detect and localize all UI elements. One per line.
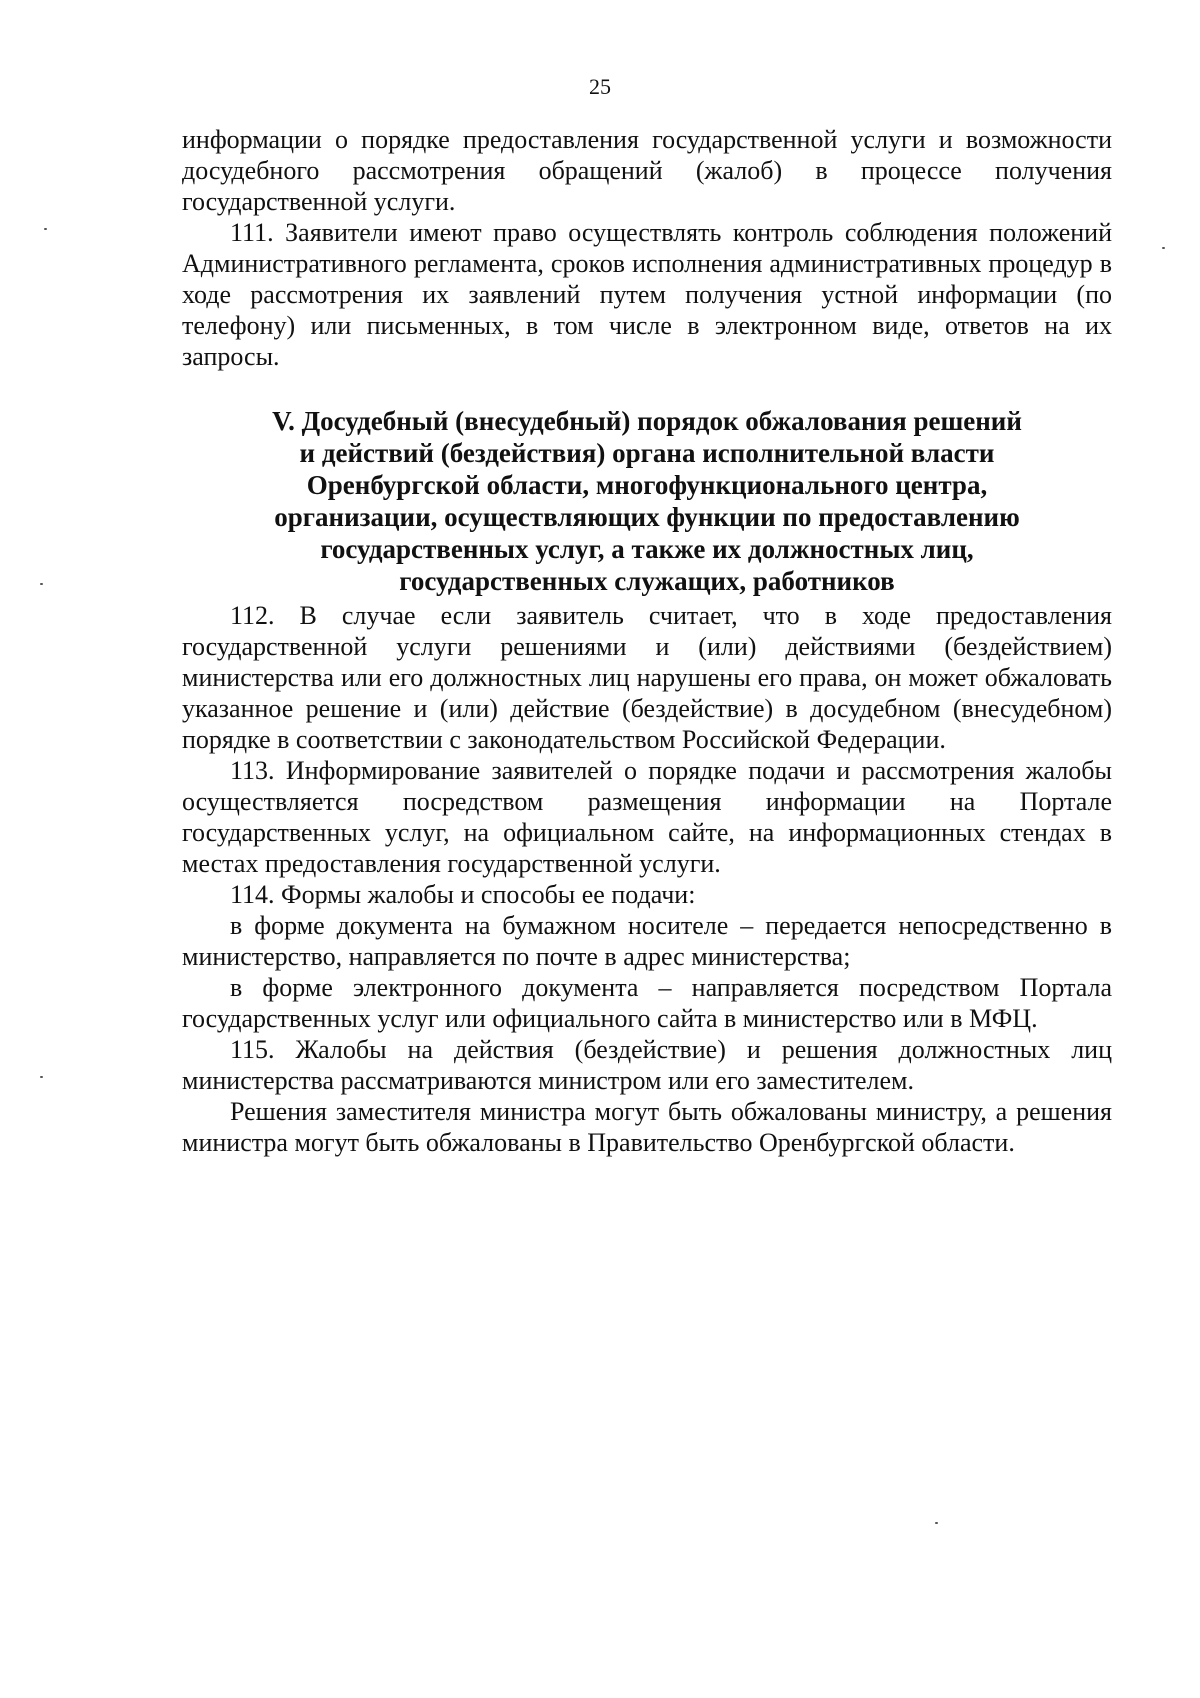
section-heading-line: V. Досудебный (внесудебный) порядок обжалования решений [272,406,1022,436]
paragraph-115-appeal: Решения заместителя министра могут быть обжалованы министру, а решения министра могут быть обжалованы в Правительство Оренбургской области. [182,1097,1112,1157]
document-body [182,124,1112,1158]
section-heading-line: государственных служащих, работников [399,566,895,596]
page-number: 25 [589,74,611,99]
paragraph-111: 111. Заявители имеют право осуществлять контроль соблюдения положений Административного регламента, сроков исполнения административных процедур в ходе рассмотрения их заявлений путем получения устной информации (по телефону) или письменных, в том числе в электронном виде, ответов на их запросы. [182,218,1112,371]
paragraph-112: 112. В случае если заявитель считает, что в ходе предоставления государственной услуги решениями и (или) действиями (бездействием) министерства или его должностных лиц нарушены его права, он может обжаловать указанное решение и (или) действие (бездействие) в досудебном (внесудебном) порядке в соответствии с законодательством Российской Федерации. [182,601,1112,754]
scan-speck [1162,247,1165,249]
section-heading-line: Оренбургской области, многофункционального центра, [306,470,988,500]
paragraph-114: 114. Формы жалобы и способы ее подачи: [230,880,696,909]
section-heading [182,405,1112,597]
scan-speck [40,1076,43,1078]
section-heading-line: и действий (бездействия) органа исполнительной власти [299,438,995,468]
paragraph-continued: информации о порядке предоставления государственной услуги и возможности досудебного рассмотрения обращений (жалоб) в процессе получения государственной услуги. [182,125,1112,216]
section-heading-line: организации, осуществляющих функции по предоставлению [274,502,1020,532]
paragraph-113: 113. Информирование заявителей о порядке подачи и рассмотрения жалобы осуществляется посредством размещения информации на Портале государственных услуг, на официальном сайте, на информационных стендах в местах предоставления государственной услуги. [182,756,1112,878]
paragraph-114-paper: в форме документа на бумажном носителе – передается непосредственно в министерство, направляется по почте в адрес министерства; [182,911,1112,971]
scan-speck [44,228,47,230]
paragraph-114-electronic: в форме электронного документа – направляется посредством Портала государственных услуг или официального сайта в министерство или в МФЦ. [182,973,1112,1033]
scan-speck [40,583,43,585]
paragraph-115: 115. Жалобы на действия (бездействие) и решения должностных лиц министерства рассматриваются министром или его заместителем. [182,1035,1112,1095]
scan-speck [935,1522,938,1524]
section-heading-line: государственных услуг, а также их должностных лиц, [320,534,974,564]
